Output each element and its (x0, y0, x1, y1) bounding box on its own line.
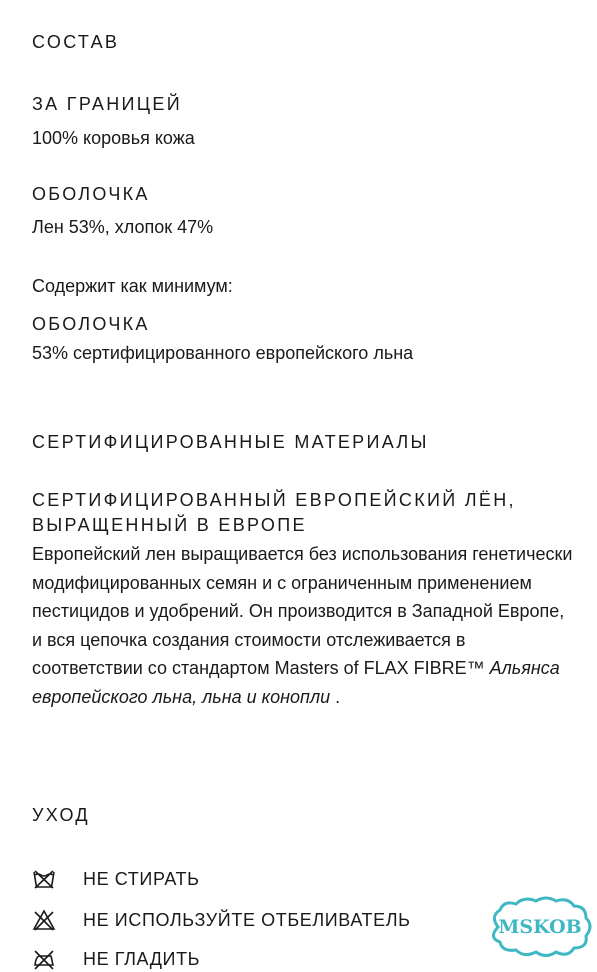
description-text: Европейский лен выращивается без использования генетически модифицированных семян и с ограниченным применением пестицидов и удобрений. Он производится в Западной Европе, и вся цепочка создания стоимости отслеживается в соответствии со стандартом Masters of FLAX FIBRE™ (32, 544, 573, 678)
shell-heading: ОБОЛОЧКА (32, 184, 150, 204)
care-item-label: НЕ СТИРАТЬ (83, 868, 200, 889)
no-iron-icon (32, 947, 56, 971)
certified-heading-line1: СЕРТИФИЦИРОВАННЫЙ ЕВРОПЕЙСКИЙ ЛЁН, (32, 490, 516, 510)
watermark-text: MSKOB (498, 916, 582, 938)
min-shell-value: 53% сертифицированного европейского льна (32, 343, 414, 363)
description-alliance-link[interactable]: Альянса европейского льна, льна и конопли (32, 658, 560, 707)
min-shell-heading: ОБОЛОЧКА (32, 314, 150, 334)
shell-value: Лен 53%, хлопок 47% (32, 217, 214, 237)
no-wash-icon (32, 867, 56, 891)
certified-heading-line2: ВЫРАЩЕННЫЙ В ЕВРОПЕ (32, 515, 307, 535)
description-end: . (330, 686, 341, 707)
no-bleach-icon (32, 908, 56, 932)
minimum-label: Содержит как минимум: (32, 276, 233, 296)
care-item-no-bleach (32, 907, 411, 933)
care-item-label: НЕ ИСПОЛЬЗУЙТЕ ОТБЕЛИВАТЕЛЬ (83, 909, 411, 930)
care-item-label: НЕ ГЛАДИТЬ (83, 948, 201, 969)
certified-description (32, 540, 577, 711)
outer-heading: ЗА ГРАНИЦЕЙ (32, 94, 182, 114)
composition-title: СОСТАВ (32, 32, 120, 52)
care-title: УХОД (32, 805, 90, 825)
certified-title: СЕРТИФИЦИРОВАННЫЕ МАТЕРИАЛЫ (32, 432, 429, 452)
outer-value: 100% коровья кожа (32, 128, 195, 148)
care-item-no-wash (32, 866, 200, 892)
care-item-no-iron (32, 946, 200, 972)
watermark-logo (484, 894, 596, 960)
